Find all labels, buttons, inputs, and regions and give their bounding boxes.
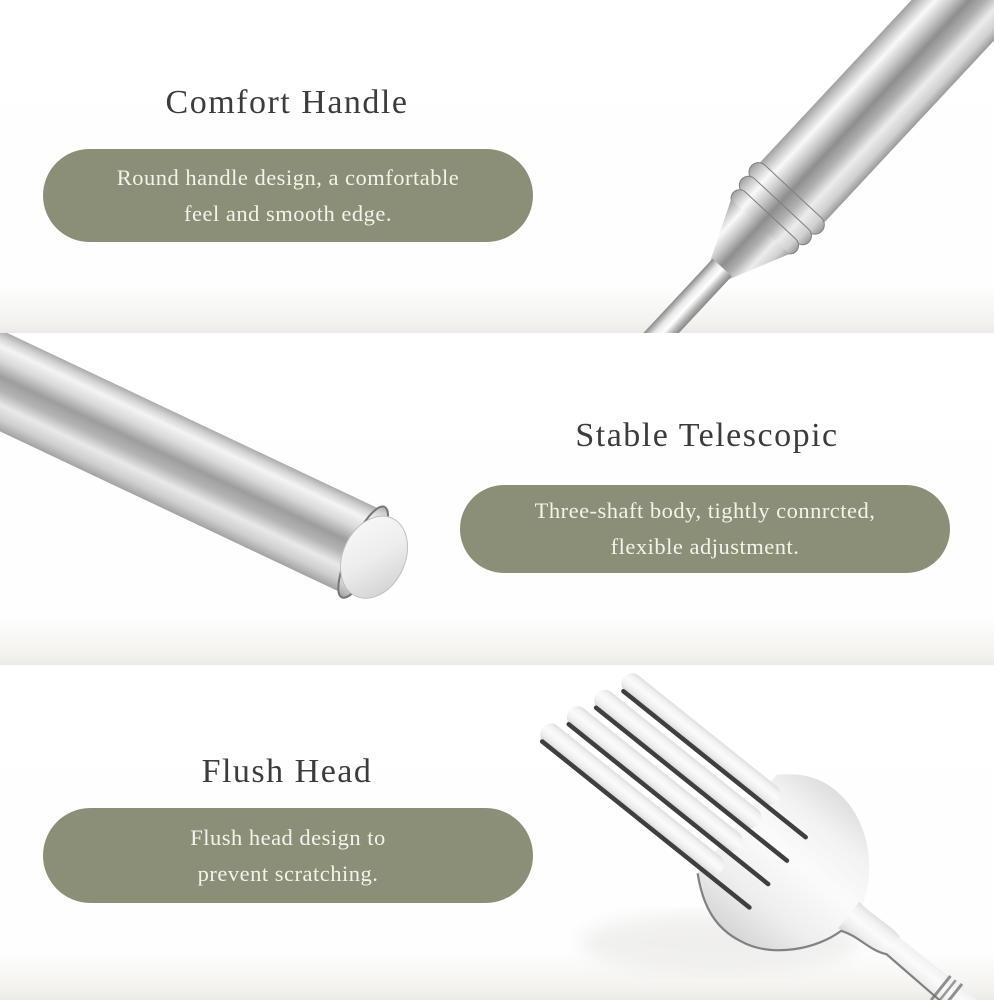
feature-description-pill: [43, 149, 533, 242]
handle-shaft: [758, 0, 994, 224]
description-line: feel and smooth edge.: [184, 200, 392, 226]
description-line: Three-shaft body, tightly connrcted,: [534, 498, 876, 523]
feature-section-stable-telescopic: [0, 333, 994, 665]
feature-section-comfort-handle: [0, 0, 994, 333]
description-line: flexible adjustment.: [610, 534, 800, 559]
pole-body: [0, 333, 381, 593]
description-line: prevent scratching.: [197, 860, 379, 886]
handle-group: [578, 0, 994, 333]
pole-group: [0, 333, 423, 616]
section-title: Stable Telescopic: [575, 417, 839, 454]
section-title: Flush Head: [201, 753, 373, 790]
feature-description-pill: [43, 808, 533, 903]
handle-tip-rod: [604, 259, 732, 333]
feature-section-flush-head: [0, 665, 994, 1000]
feature-description-pill: [460, 485, 950, 573]
fork-handle: [879, 932, 994, 1000]
description-line: Flush head design to: [190, 824, 386, 850]
section-title: Comfort Handle: [165, 84, 409, 121]
description-line: Round handle design, a comfortable: [116, 164, 460, 190]
